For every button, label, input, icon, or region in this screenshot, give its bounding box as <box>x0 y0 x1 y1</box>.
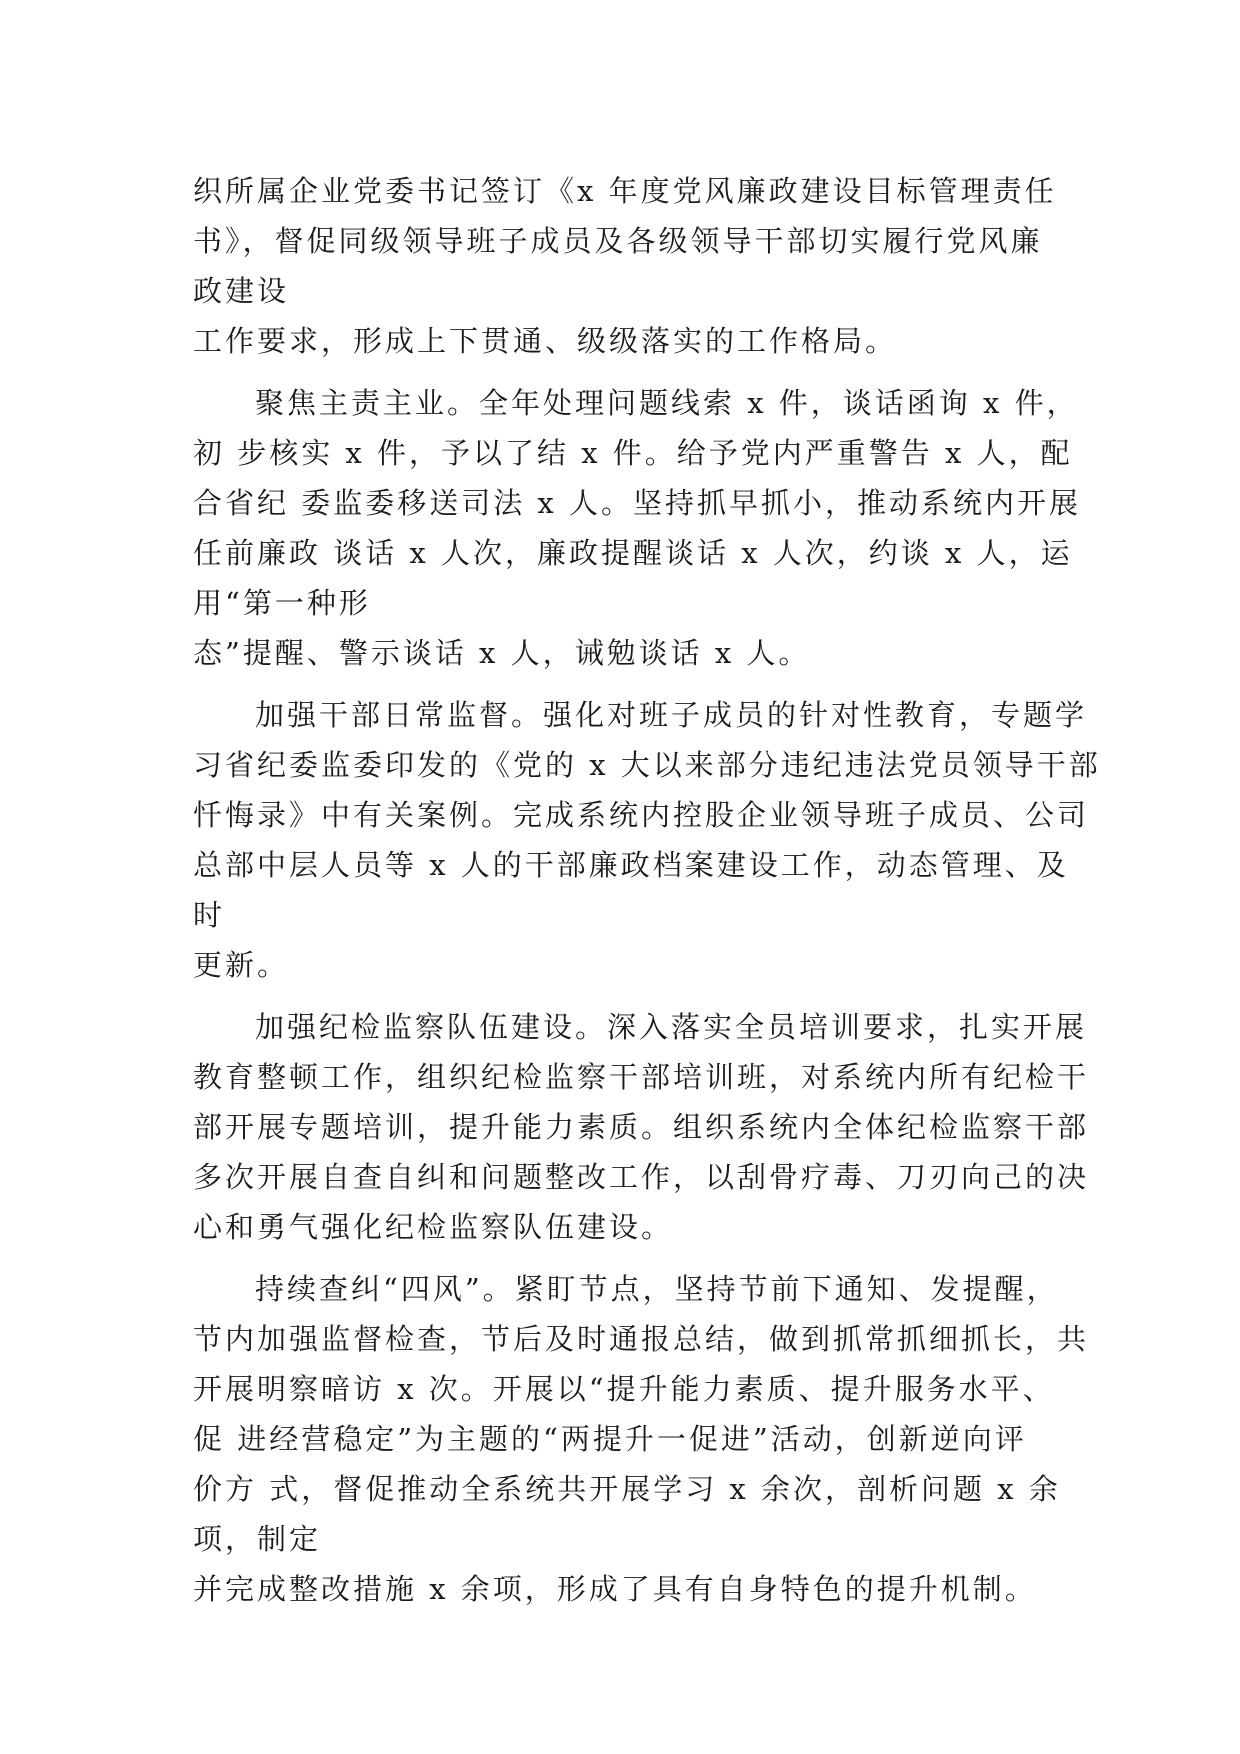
text-line: 项，制定 <box>193 1522 322 1556</box>
text-line: 节内加强监督检查，节后及时通报总结，做到抓常抓细抓长，共 <box>193 1322 1090 1356</box>
text-line: 书》，督促同级领导班子成员及各级领导干部切实履行党风廉 <box>193 224 1043 258</box>
text-line: 更新。 <box>193 948 290 982</box>
paragraph-daily-supervision <box>193 690 1101 990</box>
text-line: 教育整顿工作，组织纪检监察干部培训班，对系统内所有纪检干 <box>193 1060 1090 1094</box>
text-line: 加强干部日常监督。强化对班子成员的针对性教育，专题学 <box>255 698 1088 732</box>
text-line: 加强纪检监察队伍建设。深入落实全员培训要求，扎实开展 <box>255 1010 1088 1044</box>
text-line: 心和勇气强化纪检监察队伍建设。 <box>193 1210 674 1244</box>
text-line: 持续查纠“四风”。紧盯节点，坚持节前下通知、发提醒， <box>255 1272 1059 1306</box>
paragraph-responsibility <box>193 166 1073 366</box>
paragraph-four-winds <box>193 1264 1090 1614</box>
text-line: 部开展专题培训，提升能力素质。组织系统内全体纪检监察干部 <box>193 1110 1090 1144</box>
text-line: 政建设 <box>193 274 290 308</box>
text-line: 并完成整改措施 x 余项，形成了具有自身特色的提升机制。 <box>193 1572 1037 1606</box>
text-line: 合省纪 委监委移送司法 x 人。坚持抓早抓小，推动系统内开展 <box>193 486 1082 520</box>
paragraph-team-building <box>193 1002 1090 1252</box>
document-body <box>193 166 1101 1614</box>
text-line: 织所属企业党委书记签订《x 年度党风廉政建设目标管理责任 <box>193 174 1057 208</box>
text-line: 态”提醒、警示谈话 x 人，诫勉谈话 x 人。 <box>193 636 811 670</box>
text-line: 促 进经营稳定”为主题的“两提升一促进”活动，创新逆向评 <box>193 1422 1027 1456</box>
text-line: 忏悔录》中有关案例。完成系统内控股企业领导班子成员、公司 <box>193 798 1090 832</box>
text-line: 习省纪委监委印发的《党的 x 大以来部分违纪违法党员领导干部 <box>193 748 1101 782</box>
text-line: 多次开展自查自纠和问题整改工作，以刮骨疗毒、刀刃向己的决 <box>193 1160 1090 1194</box>
text-line: 总部中层人员等 x 人的干部廉政档案建设工作，动态管理、及 <box>193 848 1069 882</box>
text-line: 开展明察暗访 x 次。开展以“提升能力素质、提升服务水平、 <box>193 1372 1055 1406</box>
text-line: 用“第一种形 <box>193 586 371 620</box>
text-line: 时 <box>193 898 226 932</box>
text-line: 工作要求，形成上下贯通、级级落实的工作格局。 <box>193 324 898 358</box>
paragraph-core-duties <box>193 378 1082 678</box>
text-line: 任前廉政 谈话 x 人次，廉政提醒谈话 x 人次，约谈 x 人，运 <box>193 536 1073 570</box>
text-line: 聚焦主责主业。全年处理问题线索 x 件，谈话函询 x 件， <box>255 386 1079 420</box>
text-line: 价方 式，督促推动全系统共开展学习 x 余次，剖析问题 x 余 <box>193 1472 1061 1506</box>
text-line: 初 步核实 x 件，予以了结 x 件。给予党内严重警告 x 人，配 <box>193 436 1073 470</box>
